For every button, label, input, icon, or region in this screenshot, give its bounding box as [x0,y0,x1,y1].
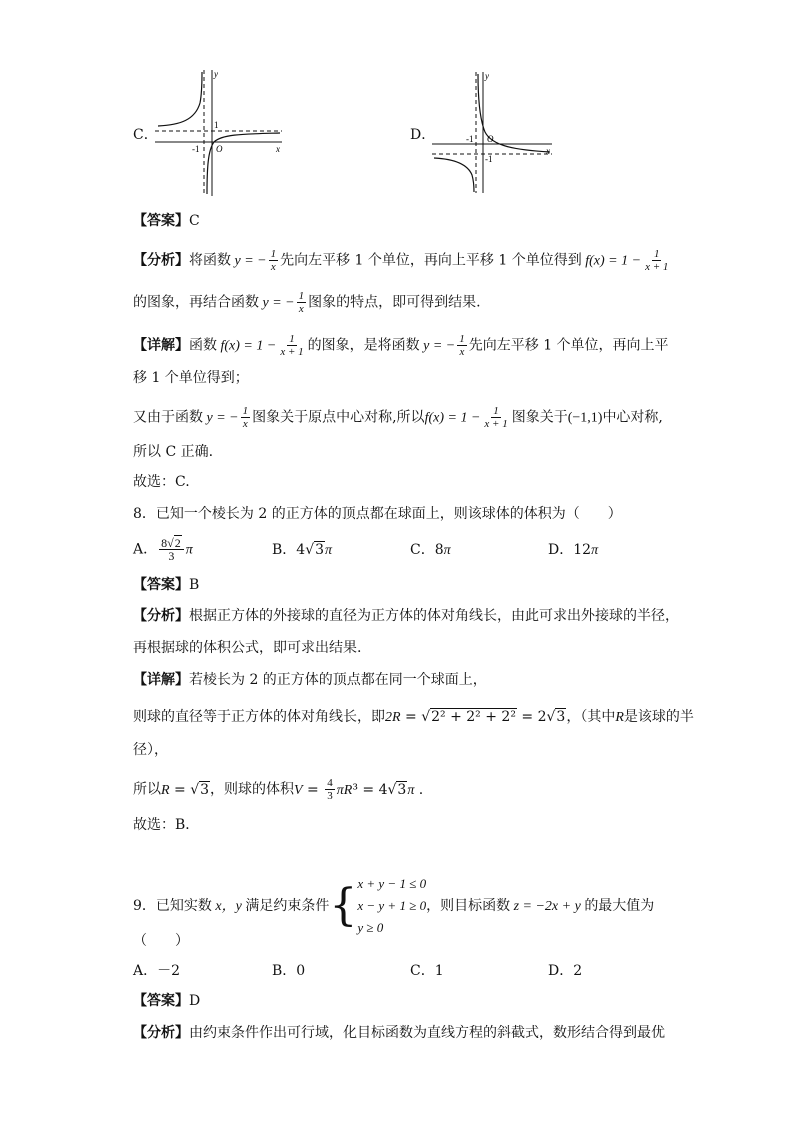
graph-d-tick-y: -1 [485,154,493,164]
q9-option-a: A．－2 [133,963,181,979]
formula-y: y = − [231,253,267,269]
q8-option-d [548,540,598,561]
formula-frac-1-x: $\frac{1}{x}$ [459,333,465,358]
formula-frac-1-x: $\frac{1}{x}$ [242,405,249,430]
graph-c-y-label: y [214,69,218,79]
q8-option-a: A． $\frac{8√2}{3}$ π [133,536,193,563]
formula-4sqrt3pi: 4√3π [296,542,333,558]
formula-frac-1-x: $\frac{1}{x}$ [298,290,305,315]
q9-stem-text: 的最大值为 [584,898,655,914]
q9-paren: （ ） [133,933,189,949]
q7-detail-text: 的图象，是将函数 [307,337,420,354]
formula-frac-1-x1: $\frac{1}{x + 1}$ [280,333,304,358]
q7-analysis-line-1 [133,248,672,273]
q8-answer-line [133,575,199,595]
q7-analysis-text: 先向左平移 1 个单位，再向上平移 1 个单位得到 [280,252,582,269]
analysis-tag: 【分析】 [133,252,189,269]
q9-stem [133,873,654,939]
q9-stem-text: 满足约束条件 [245,898,330,914]
formula-f: f(x) = 1 − [217,338,277,354]
q7-detail-line-3 [133,405,663,430]
q8-option-c [410,540,451,561]
q7-detail-text: 先向左平移 1 个单位，再向上平 [468,337,669,354]
formula-xy: x，y [211,899,246,914]
option-label: A． [133,541,158,558]
graph-d-x-label: x [546,146,550,156]
q7-answer-line [133,211,200,231]
q8-detail-text: 所以 [133,781,161,798]
graph-c-origin: O [216,144,223,154]
detail-tag: 【详解】 [133,672,189,688]
q8-choose: 故选：B． [133,817,200,833]
q8-stem: 8．已知一个棱长为 2 的正方体的顶点都在球面上，则该球体的体积为（ ） [133,506,622,522]
q7-choose: 故选：C. [133,474,190,490]
q8-detail-line-3: 径）， [133,742,168,758]
q8-detail-text: 若棱长为 2 的正方体的顶点都在同一个球面上， [189,672,487,688]
q8-detail-text: ，（其中 [566,709,616,725]
q9-answer: D [189,993,201,1009]
formula-r: R [615,710,624,725]
graph-option-c [150,68,290,198]
analysis-tag: 【分析】 [133,1025,189,1041]
q8-detail-line-4 [133,777,423,802]
q9-option-b: B．0 [272,963,306,979]
q8-detail-text: 是该球的半 [623,709,694,725]
option-d-label: D． [410,127,436,143]
q9-stem-text: 9．已知实数 [133,898,212,914]
q8-detail-line-1 [133,670,487,690]
q7-detail-text: 函数 [189,337,217,354]
q7-analysis-text: 的图象，再结合函数 [133,294,259,311]
q9-option-c: C．1 [410,963,444,979]
q8-analysis-line-1 [133,606,679,626]
formula-y: y = − [203,410,239,426]
q8-detail-text: ，则球的体积 [210,781,295,798]
q9-option-d: D．2 [548,963,583,979]
q7-detail-text: 又由于函数 [133,409,203,426]
q9-analysis-line-1 [133,1023,665,1043]
q7-detail-text: 图象关于 [511,409,568,426]
formula-frac-1-x: $\frac{1}{x}$ [270,248,277,273]
formula-8sqrt2-over-3: $\frac{8√2}{3}$ [159,537,184,562]
formula-frac-1-x1: $\frac{1}{x + 1}$ [645,248,669,273]
q7-detail-text: 图象关于原点中心对称,所以 [252,409,425,426]
option-c-label: C． [133,127,158,143]
q7-analysis-text: 图象的特点，即可得到结果. [308,294,481,311]
graph-c-tick-x: -1 [192,144,200,154]
formula-frac-1-x1: $\frac{1}{x + 1}$ [484,405,508,430]
q7-detail-line-1 [133,333,669,358]
q8-answer: B [189,577,200,593]
q7-detail-line-2: 移 1 个单位得到； [133,370,249,386]
option-label: B． [272,542,297,558]
formula-point: (−1,1) [567,410,603,426]
answer-tag: 【答案】 [133,213,189,229]
answer-tag: 【答案】 [133,993,189,1009]
q8-option-b [272,540,332,561]
q7-detail-line-4: 所以 C 正确. [133,444,214,460]
formula-z: z = −2x + y [510,899,585,914]
q8-analysis-text: 根据正方体的外接球的直径为正方体的体对角线长，由此可求出外接球的半径， [189,608,679,624]
formula-f: f(x) = 1 − [581,253,642,269]
formula-diameter: 2R = √2² + 2² + 2² = 2√3 [385,709,566,725]
q7-analysis-line-2 [133,290,481,315]
formula-y: y = − [419,338,456,354]
graph-c-x-label: x [276,144,280,154]
q8-analysis-line-2: 再根据球的体积公式，即可求出结果. [133,640,362,656]
formula-12pi: 12π [573,542,599,558]
graph-d-y-label: y [485,71,489,81]
formula-f: f(x) = 1 − [424,410,481,426]
q8-detail-text: 则球的直径等于正方体的体对角线长，即 [133,709,385,725]
analysis-tag: 【分析】 [133,608,189,624]
q7-analysis-text: 将函数 [189,252,231,269]
graph-d-origin: O [487,134,494,144]
q9-answer-line [133,991,200,1011]
q9-analysis-text: 由约束条件作出可行域，化目标函数为直线方程的斜截式，数形结合得到最优 [189,1025,665,1041]
q7-answer: C [189,213,200,229]
constraint-system: {x + y − 1 ≤ 0 x − y + 1 ≥ 0 y ≥ 0 [329,876,427,935]
q9-stem-text: ，则目标函数 [426,898,511,914]
option-label: C． [410,542,435,558]
graph-d-tick-x: -1 [466,134,474,144]
formula-r-value: R = √3 [161,781,210,798]
graph-c-tick-y: 1 [214,120,219,130]
q8-detail-line-2 [133,707,694,728]
graph-option-d [430,70,555,195]
answer-tag: 【答案】 [133,577,189,593]
option-label: D． [548,542,574,558]
formula-8pi: 8π [434,542,451,558]
q7-detail-text: 中心对称, [602,409,663,426]
detail-tag: 【详解】 [133,337,189,354]
formula-volume: V = $\frac{4}{3}$ πR³ = 4√3π . [294,777,424,802]
formula-y: y = − [259,295,295,311]
